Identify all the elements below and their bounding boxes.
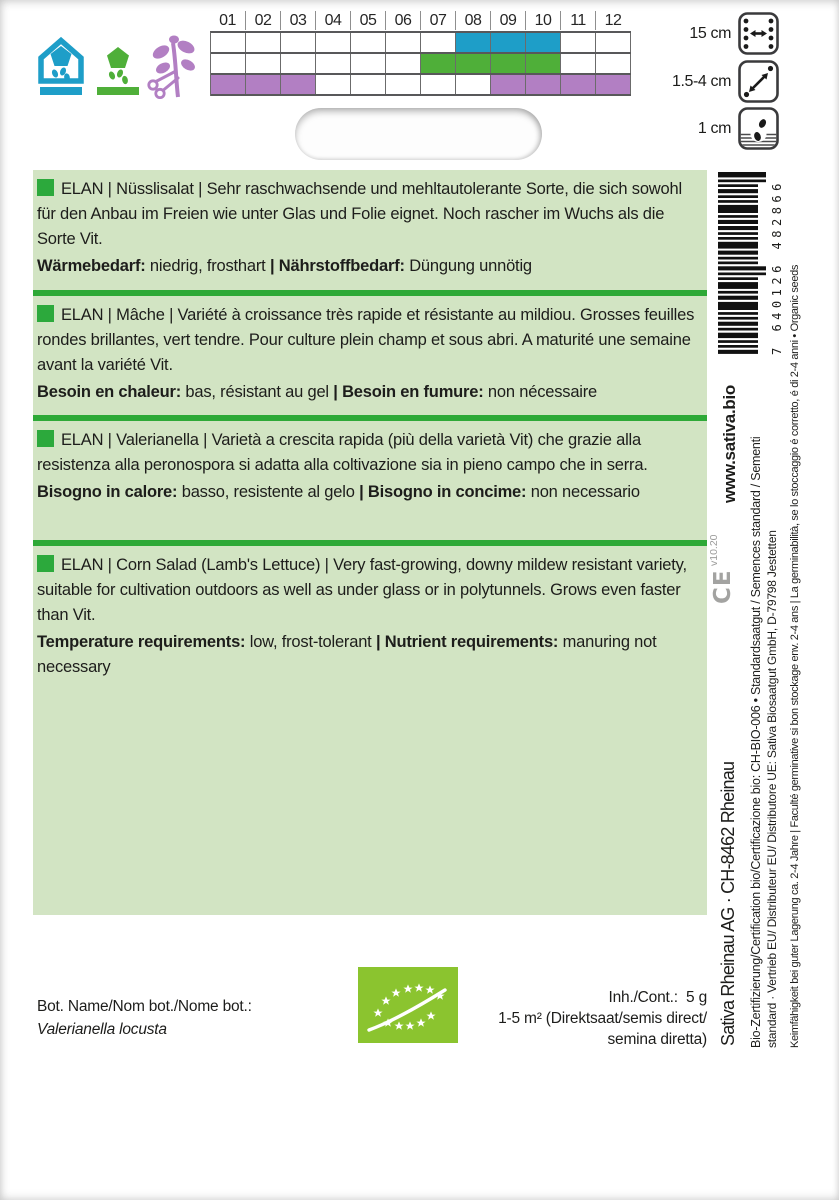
cal-cell-sow-outdoor-8 [456, 54, 491, 73]
cal-cell-harvest-1 [211, 75, 246, 94]
calendar-grid [210, 31, 631, 96]
barcode [718, 172, 767, 355]
cal-cell-harvest-4 [316, 75, 351, 94]
month-label: 07 [420, 11, 455, 30]
req-label: Besoin en chaleur: [37, 383, 182, 401]
req-value: bas, résistant au gel [181, 383, 334, 401]
botanical-name-label: Bot. Name/Nom bot./Nome bot.: [37, 998, 252, 1015]
cal-cell-sow-outdoor-6 [386, 54, 421, 73]
cal-cell-harvest-9 [491, 75, 526, 94]
cal-cell-sow-outdoor-4 [316, 54, 351, 73]
req-value: non nécessaire [483, 383, 598, 401]
cal-cell-sow-outdoor-3 [281, 54, 316, 73]
variety-description-text: ELAN | Valerianella | Varietà a crescita rapida (più della varietà Vit) che grazie alla resistenza alla peronospora si adatta alla coltivazione sia in pieno campo che in serra. [37, 431, 648, 474]
month-label: 02 [245, 11, 280, 30]
row-spacing-label: 15 cm [689, 24, 731, 42]
variety-bullet-icon [37, 179, 54, 196]
variety-description-de [37, 177, 697, 252]
cal-cell-sow-protected-12 [596, 33, 631, 52]
version-label: v10.20 [708, 534, 720, 566]
requirements-de [37, 254, 697, 279]
variety-description-fr [37, 303, 697, 378]
variety-description-it [37, 428, 697, 478]
requirements-fr [37, 380, 697, 405]
barcode-number: 7 640126 482866 [770, 179, 784, 355]
variety-bullet-icon [37, 305, 54, 322]
content-info [498, 987, 707, 1050]
cal-cell-harvest-10 [526, 75, 561, 94]
cal-cell-harvest-8 [456, 75, 491, 94]
cal-cell-sow-protected-6 [386, 33, 421, 52]
coverage-area-line2: semina diretta) [607, 1031, 707, 1048]
cal-cell-harvest-12 [596, 75, 631, 94]
variety-description-en [37, 553, 697, 628]
eu-organic-leaf-logo [358, 967, 458, 1043]
hang-hole-cutout [295, 108, 542, 160]
coverage-area-line1: 1-5 m² (Direktsaat/semis direct/ [498, 1010, 707, 1027]
cal-cell-sow-protected-11 [561, 33, 596, 52]
req-label: Wärmebedarf: [37, 257, 146, 275]
variety-bullet-icon [37, 555, 54, 572]
variety-info-panel [33, 170, 707, 915]
sowing-depth-icon [738, 107, 779, 150]
req-value: basso, resistente al gelo [177, 483, 360, 501]
cal-cell-harvest-2 [246, 75, 281, 94]
cal-cell-sow-protected-4 [316, 33, 351, 52]
req-value: low, frost-tolerant [245, 633, 376, 651]
sowing-depth-label: 1 cm [697, 119, 731, 137]
cal-cell-sow-protected-5 [351, 33, 386, 52]
month-label: 06 [385, 11, 420, 30]
outdoor-sowing-icon [95, 46, 141, 96]
variety-bullet-icon [37, 430, 54, 447]
req-label: Bisogno in calore: [37, 483, 178, 501]
cal-cell-harvest-3 [281, 75, 316, 94]
plant-spacing-label: 1.5-4 cm [671, 72, 731, 90]
cal-cell-sow-outdoor-2 [246, 54, 281, 73]
cal-cell-harvest-5 [351, 75, 386, 94]
ce-mark: CE [710, 569, 736, 604]
calendar-row-sow-protected [211, 33, 631, 54]
req-value: manuring not necessary [37, 633, 657, 676]
variety-description-text: ELAN | Mâche | Variété à croissance très rapide et résistante au mildiou. Grosses feuilles rondes brillantes, vert tendre. Pour culture plein champ et sous abri. A maturité une semaine avant la variété Vit. [37, 306, 695, 374]
month-label: 12 [595, 11, 630, 30]
sowing-depth [659, 107, 779, 150]
harvest-scissors-icon [145, 35, 199, 99]
germination-note: Keimfähigkeit bei guter Lagerung ca. 2-4 Jahre | Faculté germinative si bon stockage env. 2-4 ans | La germinabilità, se lo stoccaggio é corretto, é di 2-4 anni • Organic seeds [789, 264, 801, 1048]
certification-line-2: standard · Vertrieb EU/ Distributeur EU/ Distributore UE: Sativa Biosaatgut GmbH, D-79798 Jestetten [765, 530, 779, 1048]
req-label: | Besoin en fumure: [333, 383, 484, 401]
plant-spacing [659, 60, 779, 103]
req-value: Düngung unnötig [404, 257, 532, 275]
calendar-row-sow-outdoor [211, 54, 631, 75]
row-spacing [659, 12, 779, 55]
company-address: Sativa Rheinau AG · CH-8462 Rheinau [718, 761, 738, 1046]
month-label: 11 [560, 11, 595, 30]
cal-cell-sow-protected-7 [421, 33, 456, 52]
variety-section-de [33, 170, 707, 296]
month-label: 04 [315, 11, 350, 30]
cal-cell-sow-outdoor-5 [351, 54, 386, 73]
month-label: 03 [280, 11, 315, 30]
botanical-name: Valerianella locusta [37, 1021, 167, 1038]
month-label: 05 [350, 11, 385, 30]
requirements-it [37, 480, 697, 505]
website-url: www.sativa.bio [720, 385, 739, 503]
variety-section-en [33, 546, 707, 680]
cal-cell-sow-protected-1 [211, 33, 246, 52]
variety-section-it [33, 421, 707, 546]
cal-cell-sow-protected-2 [246, 33, 281, 52]
cal-cell-harvest-7 [421, 75, 456, 94]
req-value: non necessario [526, 483, 640, 501]
cal-cell-harvest-6 [386, 75, 421, 94]
cal-cell-sow-outdoor-11 [561, 54, 596, 73]
certification-line-1: Bio-Zertifizierung/Certification bio/Certificazione bio: CH-BIO-006 • Standardsaatgut / Semences standard / Sementi [749, 436, 763, 1048]
cal-cell-sow-outdoor-7 [421, 54, 456, 73]
month-label: 10 [525, 11, 560, 30]
calendar-month-labels [210, 11, 630, 30]
cal-cell-harvest-11 [561, 75, 596, 94]
calendar-row-harvest [211, 75, 631, 96]
cal-cell-sow-protected-3 [281, 33, 316, 52]
req-label: | Nutrient requirements: [375, 633, 559, 651]
variety-description-text: ELAN | Nüsslisalat | Sehr raschwachsende und mehltautolerante Sorte, die sich sowohl für den Anbau im Freien wie unter Glas und Folie eignet. Noch rascher im Wuchs als die Sorte Vit. [37, 180, 682, 248]
month-label: 09 [490, 11, 525, 30]
month-label: 08 [455, 11, 490, 30]
content-weight: Inh./Cont.: 5 g [608, 989, 707, 1006]
req-label: Temperature requirements: [37, 633, 246, 651]
req-label: | Nährstoffbedarf: [269, 257, 405, 275]
cal-cell-sow-outdoor-9 [491, 54, 526, 73]
cal-cell-sow-protected-9 [491, 33, 526, 52]
plant-spacing-icon [738, 60, 779, 103]
row-spacing-icon [738, 12, 779, 55]
cal-cell-sow-outdoor-1 [211, 54, 246, 73]
variety-section-fr [33, 296, 707, 421]
greenhouse-sowing-icon [36, 36, 86, 96]
cal-cell-sow-outdoor-12 [596, 54, 631, 73]
cal-cell-sow-protected-10 [526, 33, 561, 52]
req-label: | Bisogno in concime: [359, 483, 527, 501]
req-value: niedrig, frosthart [145, 257, 270, 275]
variety-description-text: ELAN | Corn Salad (Lamb's Lettuce) | Very fast-growing, downy mildew resistant variety, suitable for cultivation outdoors as well as under glass or in polytunnels. Grows even faster than Vit. [37, 556, 687, 624]
cal-cell-sow-protected-8 [456, 33, 491, 52]
month-label: 01 [219, 12, 236, 29]
cal-cell-sow-outdoor-10 [526, 54, 561, 73]
requirements-en [37, 630, 697, 680]
